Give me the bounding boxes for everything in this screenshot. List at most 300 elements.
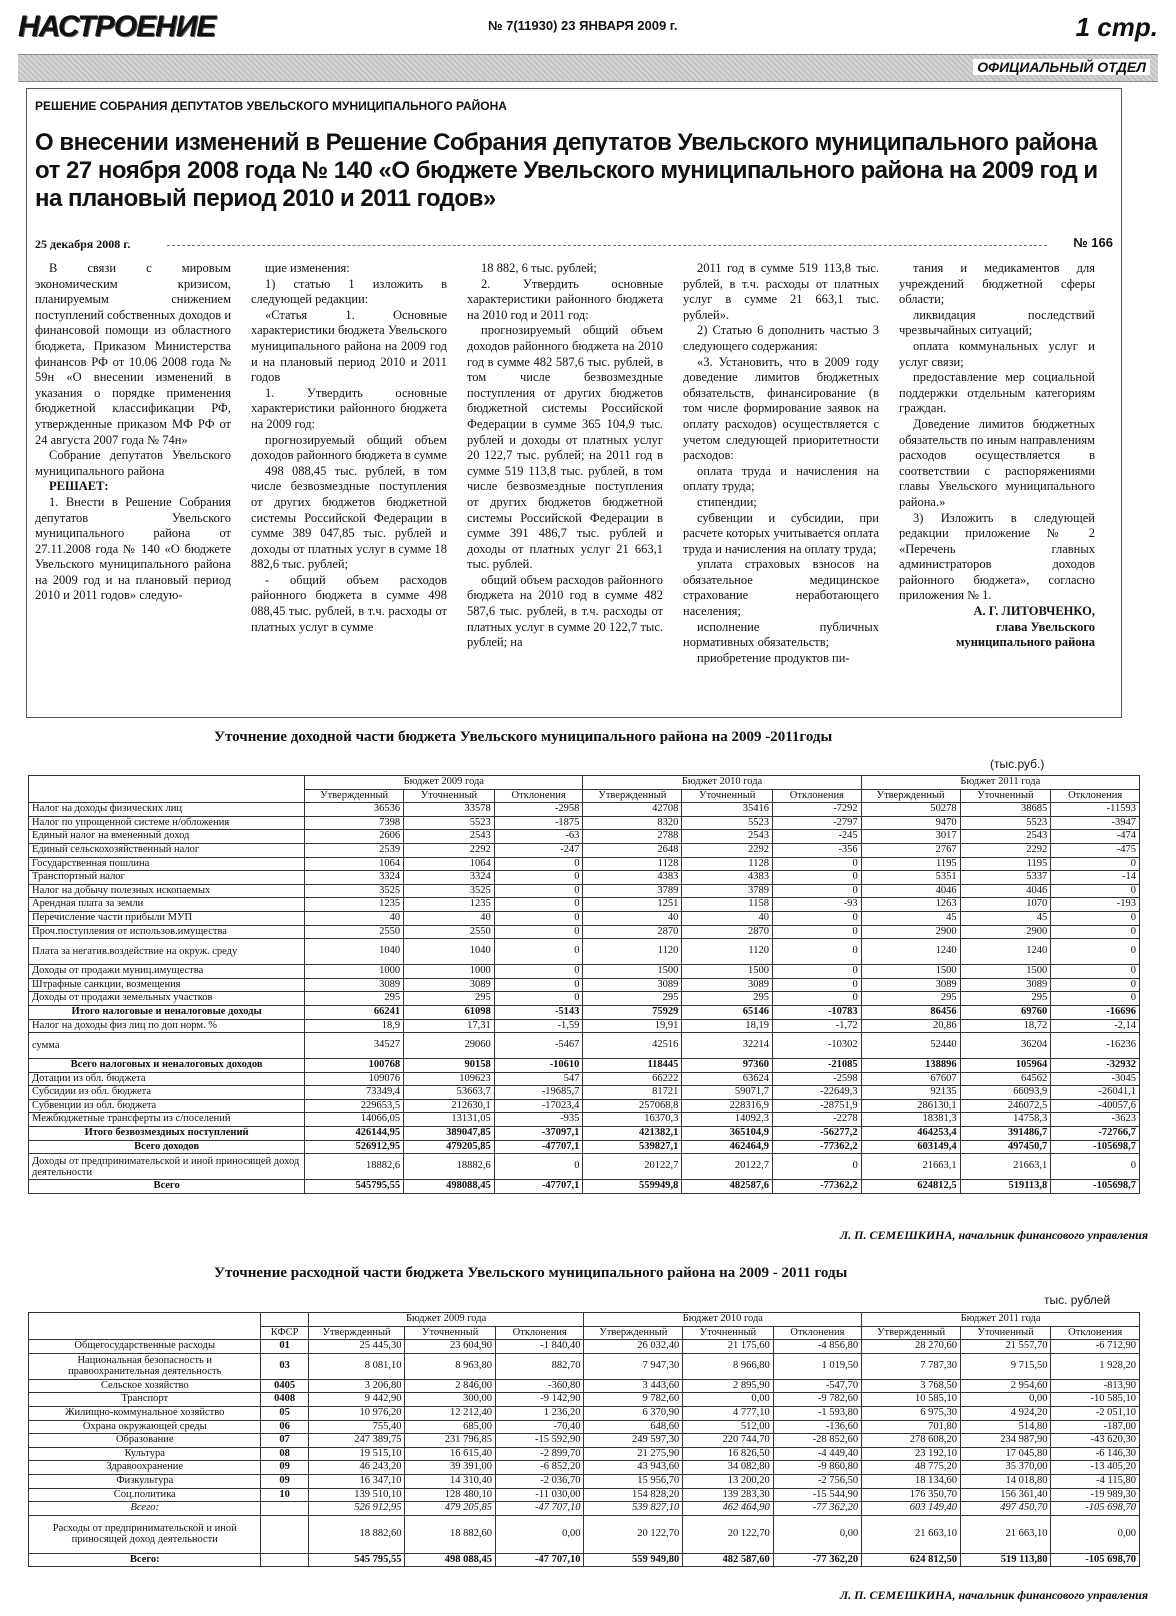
row-label: Соц.политика: [29, 1488, 261, 1502]
row-label: Перечисление части прибыли МУП: [29, 911, 305, 925]
kfsr-code: 06: [261, 1420, 308, 1434]
cell-value: 2550: [404, 925, 495, 939]
cell-value: 0: [494, 925, 583, 939]
cell-value: 4383: [682, 871, 773, 885]
table-row: [29, 1140, 1140, 1154]
cell-value: 0: [1051, 884, 1140, 898]
paragraph: 2011 год в сумме 519 113,8 тыс. рублей, в т.ч. расходы от платных услуг в сумме 21 663,1 тыс. рублей».: [683, 261, 879, 322]
cell-value: 0: [773, 911, 862, 925]
cell-value: 21 175,60: [683, 1340, 774, 1354]
cell-value: 3089: [404, 978, 495, 992]
article-column: [899, 261, 1095, 651]
cell-value: 5351: [861, 871, 960, 885]
cell-value: 300,00: [405, 1393, 496, 1407]
cell-value: 603149,4: [861, 1140, 960, 1154]
cell-value: 36204: [960, 1033, 1051, 1059]
cell-value: 40: [682, 911, 773, 925]
paragraph: - общий объем расходов районного бюджета в сумме 498 088,45 тыс. рублей, в т.ч. расходы от платных услуг в сумме: [251, 572, 447, 634]
row-label: Культура: [29, 1447, 261, 1461]
cell-value: -19685,7: [494, 1086, 583, 1100]
cell-value: 1040: [404, 939, 495, 965]
paragraph: Доведение лимитов бюджетных обязательств по иным направлениям расходов осуществляется в соответствии с распоряжениями главы Увельского муниципального района.»: [899, 416, 1095, 509]
cell-value: 14 310,40: [405, 1474, 496, 1488]
year-header: Бюджет 2011 года: [861, 776, 1139, 790]
row-label: Общегосударственные расходы: [29, 1340, 261, 1354]
cell-value: 14758,3: [960, 1113, 1051, 1127]
cell-value: 16 826,50: [683, 1447, 774, 1461]
cell-value: 482587,6: [682, 1180, 773, 1194]
cell-value: -2 051,10: [1051, 1406, 1140, 1420]
sub-header: Уточненный: [960, 1326, 1051, 1340]
row-label: Образование: [29, 1434, 261, 1448]
kfsr-code: 07: [261, 1434, 308, 1448]
table-row: [29, 925, 1140, 939]
cell-value: 18,19: [682, 1019, 773, 1033]
cell-value: 1128: [682, 857, 773, 871]
row-label: Доходы от продажи муниц.имущества: [29, 965, 305, 979]
income-unit: (тыс.руб.): [990, 757, 1045, 771]
cell-value: 138896: [861, 1059, 960, 1073]
cell-value: 0,00: [773, 1515, 861, 1553]
cell-value: 0: [494, 884, 583, 898]
cell-value: -10302: [773, 1033, 862, 1059]
cell-value: 365104,9: [682, 1127, 773, 1141]
cell-value: 21 663,10: [862, 1515, 961, 1553]
sub-header: Уточненный: [683, 1326, 774, 1340]
cell-value: 498088,45: [404, 1180, 495, 1194]
cell-value: 20 122,70: [584, 1515, 683, 1553]
cell-value: 559 949,80: [584, 1553, 683, 1567]
kfsr-code: 10: [261, 1488, 308, 1502]
table-row: [29, 816, 1140, 830]
cell-value: 59071,7: [682, 1086, 773, 1100]
cell-value: 8 966,80: [683, 1353, 774, 1379]
paragraph: В связи с мировым экономическим кризисом, планируемым снижением поступлений собственных доходов и финансовой помощи из областного бюджета, Приказом Министерства финансов РФ от 10.06 2008 года № 59н «О внесении изменений в указания о порядке применения бюджетной классификации РФ, утвержденные приказом МФ РФ от 24 августа 2007 года № 74н»: [35, 261, 232, 447]
cell-value: 0: [773, 992, 862, 1006]
cell-value: -47 707,10: [495, 1502, 583, 1516]
paragraph: «3. Установить, что в 2009 году доведение лимитов бюджетных обязательств, финансирование (в том числе формирование заявок на оплату расходов) осуществляется с учетом следующей приоритетности расходов:: [683, 354, 879, 463]
cell-value: 48 775,20: [862, 1461, 961, 1475]
paragraph: субвенции и субсидии, при расчете которых учитывается оплата труда и начисления на оплату труда;: [683, 510, 879, 556]
header-row-years: [29, 776, 1140, 790]
cell-value: 648,60: [584, 1420, 683, 1434]
cell-value: 20 122,70: [683, 1515, 774, 1553]
cell-value: 545 795,55: [308, 1553, 405, 1567]
sub-header: Утвержденный: [861, 789, 960, 803]
cell-value: 63624: [682, 1072, 773, 1086]
table-row: [29, 1005, 1140, 1019]
row-label: Штрафные санкции, возмещения: [29, 978, 305, 992]
cell-value: -19 989,30: [1051, 1488, 1140, 1502]
table-row: [29, 1059, 1140, 1073]
cell-value: 755,40: [308, 1420, 405, 1434]
kfsr-code: 05: [261, 1406, 308, 1420]
cell-value: 7 947,30: [584, 1353, 683, 1379]
cell-value: 19,91: [583, 1019, 682, 1033]
cell-value: 73349,4: [305, 1086, 404, 1100]
paragraph: 498 088,45 тыс. рублей, в том числе безвозмездные поступления от других бюджетов бюджетной системы Российской Федерации в сумме 389 047,85 тыс. рублей и доходы от платных услуг в сумме 18 882,6 тыс. рублей;: [251, 463, 447, 572]
cell-value: 43 943,60: [584, 1461, 683, 1475]
row-label: Плата за негатив.воздействие на окруж. среду: [29, 939, 305, 965]
table-row: [29, 1113, 1140, 1127]
cell-value: 0: [1051, 978, 1140, 992]
cell-value: 16 615,40: [405, 1447, 496, 1461]
article-column: [251, 261, 447, 635]
cell-value: 5523: [404, 816, 495, 830]
sub-header: Отклонения: [773, 789, 862, 803]
cell-value: 0: [494, 978, 583, 992]
cell-value: 1500: [682, 965, 773, 979]
cell-value: 2543: [404, 830, 495, 844]
row-label: Налог на доходы физических лиц: [29, 803, 305, 817]
table-row: [29, 1127, 1140, 1141]
cell-value: 15 956,70: [584, 1474, 683, 1488]
article-column: [35, 261, 231, 604]
cell-value: -16236: [1051, 1033, 1140, 1059]
cell-value: 2 954,60: [960, 1379, 1051, 1393]
cell-value: 246072,5: [960, 1099, 1051, 1113]
masthead: [18, 10, 1158, 50]
year-header: Бюджет 2010 года: [584, 1313, 862, 1327]
cell-value: 257068,8: [583, 1099, 682, 1113]
table-row: [29, 1180, 1140, 1194]
cell-value: 498 088,45: [405, 1553, 496, 1567]
year-header: Бюджет 2009 года: [308, 1313, 584, 1327]
cell-value: 19 515,10: [308, 1447, 405, 1461]
kfsr-code: 0405: [261, 1379, 308, 1393]
cell-value: 16 347,10: [308, 1474, 405, 1488]
paragraph: уплата страховых взносов на обязательное медицинское страхование неработающего населения;: [683, 557, 879, 619]
cell-value: 13131,05: [404, 1113, 495, 1127]
table-row: [29, 1474, 1140, 1488]
section-label: ОФИЦИАЛЬНЫЙ ОТДЕЛ: [973, 59, 1150, 75]
cell-value: 0: [773, 965, 862, 979]
cell-value: 2292: [960, 843, 1051, 857]
row-label: Субвенции из обл. бюджета: [29, 1099, 305, 1113]
cell-value: -40057,6: [1051, 1099, 1140, 1113]
cell-value: 1128: [583, 857, 682, 871]
cell-value: -70,40: [495, 1420, 583, 1434]
kfsr-code: [261, 1553, 308, 1567]
sub-header: Уточненный: [405, 1326, 496, 1340]
table-row: [29, 965, 1140, 979]
cell-value: 4 777,10: [683, 1406, 774, 1420]
row-label: Единый сельскохозяйственный налог: [29, 843, 305, 857]
cell-value: 33578: [404, 803, 495, 817]
cell-value: 1070: [960, 898, 1051, 912]
cell-value: 90158: [404, 1059, 495, 1073]
paragraph: «Статья 1. Основные характеристики бюджета Увельского муниципального района на 2009 год и на плановый период 2010 и 2011 годов: [251, 307, 447, 385]
cell-value: 2292: [682, 843, 773, 857]
cell-value: -47 707,10: [495, 1553, 583, 1567]
cell-value: 5523: [960, 816, 1051, 830]
decision-article: [26, 88, 1122, 718]
cell-value: 545795,55: [305, 1180, 404, 1194]
cell-value: 286130,1: [861, 1099, 960, 1113]
cell-value: 391486,7: [960, 1127, 1051, 1141]
cell-value: -10610: [494, 1059, 583, 1073]
cell-value: 2900: [960, 925, 1051, 939]
cell-value: 1240: [960, 939, 1051, 965]
cell-value: 1000: [404, 965, 495, 979]
row-label: Всего налоговых и неналоговых доходов: [29, 1059, 305, 1073]
cell-value: 278 608,20: [862, 1434, 961, 1448]
cell-value: 519 113,80: [960, 1553, 1051, 1567]
cell-value: 18,9: [305, 1019, 404, 1033]
sub-header: Отклонения: [495, 1326, 583, 1340]
row-label: Итого налоговые и неналоговые доходы: [29, 1005, 305, 1019]
cell-value: 624 812,50: [862, 1553, 961, 1567]
cell-value: 20122,7: [682, 1154, 773, 1180]
kfsr-code: [261, 1515, 308, 1553]
cell-value: 547: [494, 1072, 583, 1086]
row-label: Здравоохранение: [29, 1461, 261, 1475]
sub-header: Отклонения: [1051, 789, 1140, 803]
cell-value: 86456: [861, 1005, 960, 1019]
cell-value: 295: [960, 992, 1051, 1006]
cell-value: -105698,7: [1051, 1140, 1140, 1154]
row-label: Доходы от предпринимательской и иной приносящей доход деятельности: [29, 1154, 305, 1180]
cell-value: 9 442,90: [308, 1393, 405, 1407]
cell-value: 0,00: [960, 1393, 1051, 1407]
cell-value: 2900: [861, 925, 960, 939]
cell-value: 3525: [305, 884, 404, 898]
cell-value: 40: [583, 911, 682, 925]
cell-value: 7 787,30: [862, 1353, 961, 1379]
cell-value: 1500: [583, 965, 682, 979]
cell-value: 18882,6: [305, 1154, 404, 1180]
cell-value: 40: [305, 911, 404, 925]
cell-value: -2958: [494, 803, 583, 817]
cell-value: 295: [583, 992, 682, 1006]
table-row: [29, 911, 1140, 925]
cell-value: -37097,1: [494, 1127, 583, 1141]
cell-value: -547,70: [773, 1379, 861, 1393]
cell-value: 539 827,10: [584, 1502, 683, 1516]
cell-value: 0: [773, 939, 862, 965]
cell-value: 45: [861, 911, 960, 925]
income-table-title: Уточнение доходной части бюджета Увельского муниципального района на 2009 -2011годы: [214, 729, 833, 745]
cell-value: 1064: [305, 857, 404, 871]
cell-value: -187,00: [1051, 1420, 1140, 1434]
paragraph: стипендии;: [697, 494, 757, 509]
cell-value: 28 270,60: [862, 1340, 961, 1354]
cell-value: -11 030,00: [495, 1488, 583, 1502]
cell-value: -136,60: [773, 1420, 861, 1434]
income-signature: Л. П. СЕМЕШКИНА, начальник финансового управления: [839, 1228, 1148, 1242]
cell-value: 4046: [861, 884, 960, 898]
cell-value: -47707,1: [494, 1140, 583, 1154]
cell-value: 295: [682, 992, 773, 1006]
cell-value: 35416: [682, 803, 773, 817]
row-label: Расходы от предпринимательской и иной приносящей доход деятельности: [29, 1515, 261, 1553]
cell-value: 154 828,20: [584, 1488, 683, 1502]
cell-value: -247: [494, 843, 583, 857]
date-rule: [167, 245, 1047, 246]
cell-value: -10783: [773, 1005, 862, 1019]
cell-value: -2 036,70: [495, 1474, 583, 1488]
cell-value: 100768: [305, 1059, 404, 1073]
income-table: [28, 775, 1140, 1194]
cell-value: 29060: [404, 1033, 495, 1059]
row-label: Субсидии из обл. бюджета: [29, 1086, 305, 1100]
table-row: [29, 1033, 1140, 1059]
cell-value: 3789: [682, 884, 773, 898]
table-row: [29, 898, 1140, 912]
cell-value: 66222: [583, 1072, 682, 1086]
article-columns: [35, 261, 1115, 711]
cell-value: 295: [305, 992, 404, 1006]
sub-header: Отклонения: [773, 1326, 861, 1340]
cell-value: 1064: [404, 857, 495, 871]
cell-value: 18 134,60: [862, 1474, 961, 1488]
row-label: Дотации из обл. бюджета: [29, 1072, 305, 1086]
kfsr-code: 08: [261, 1447, 308, 1461]
row-label: Арендная плата за земли: [29, 898, 305, 912]
cell-value: 39 391,00: [405, 1461, 496, 1475]
cell-value: 10 976,20: [308, 1406, 405, 1420]
table-row: [29, 843, 1140, 857]
table-row: [29, 1406, 1140, 1420]
table-row: [29, 803, 1140, 817]
expense-table: [28, 1312, 1140, 1567]
cell-value: -77 362,20: [773, 1553, 861, 1567]
cell-value: 1235: [305, 898, 404, 912]
row-label: Налог на добычу полезных ископаемых: [29, 884, 305, 898]
cell-value: 2543: [682, 830, 773, 844]
cell-value: 109623: [404, 1072, 495, 1086]
row-label: Итого безвозмездных поступлений: [29, 1127, 305, 1141]
table-row: [29, 1086, 1140, 1100]
cell-value: 0: [773, 871, 862, 885]
article-column: [467, 261, 663, 651]
cell-value: 23 604,90: [405, 1340, 496, 1354]
cell-value: -10 585,10: [1051, 1393, 1140, 1407]
cell-value: 624812,5: [861, 1180, 960, 1194]
paragraph: щие изменения:: [265, 261, 350, 275]
cell-value: 1195: [861, 857, 960, 871]
cell-value: 176 350,70: [862, 1488, 961, 1502]
cell-value: 0: [494, 911, 583, 925]
cell-value: 8 963,80: [405, 1353, 496, 1379]
cell-value: 0: [773, 1154, 862, 1180]
cell-value: -17023,4: [494, 1099, 583, 1113]
expense-signature: Л. П. СЕМЕШКИНА, начальник финансового управления: [839, 1588, 1148, 1602]
cell-value: 18,72: [960, 1019, 1051, 1033]
cell-value: 0: [773, 857, 862, 871]
cell-value: -105698,7: [1051, 1180, 1140, 1194]
cell-value: 1 928,20: [1051, 1353, 1140, 1379]
cell-value: 5523: [682, 816, 773, 830]
cell-value: 389047,85: [404, 1127, 495, 1141]
cell-value: 231 796,85: [405, 1434, 496, 1448]
year-header: Бюджет 2011 года: [862, 1313, 1140, 1327]
cell-value: 1240: [861, 939, 960, 965]
cell-value: 603 149,40: [862, 1502, 961, 1516]
cell-value: 0: [494, 857, 583, 871]
cell-value: 0: [1051, 857, 1140, 871]
expense-unit: тыс. рублей: [1044, 1293, 1111, 1307]
cell-value: 3525: [404, 884, 495, 898]
paragraph: 1. Внести в Решение Собрания депутатов Увельского муниципального района от 27.11.2008 года № 140 «О бюджете Увельского муниципального района на 2009 год и на плановый период 2010 и 2011 годов» следую-: [35, 494, 231, 603]
cell-value: 45: [960, 911, 1051, 925]
cell-value: 3089: [861, 978, 960, 992]
cell-value: 36536: [305, 803, 404, 817]
paragraph: Собрание депутатов Увельского муниципального района: [35, 448, 231, 478]
cell-value: -77 362,20: [773, 1502, 861, 1516]
cell-value: 25 445,30: [308, 1340, 405, 1354]
cell-value: 0: [1051, 939, 1140, 965]
cell-value: 13 200,20: [683, 1474, 774, 1488]
row-label: Всего доходов: [29, 1140, 305, 1154]
cell-value: -2 756,50: [773, 1474, 861, 1488]
cell-value: 1 236,20: [495, 1406, 583, 1420]
cell-value: -3623: [1051, 1113, 1140, 1127]
cell-value: -1,72: [773, 1019, 862, 1033]
cell-value: -77362,2: [773, 1140, 862, 1154]
table-row: [29, 1461, 1140, 1475]
row-label: Налог на доходы физ лиц по доп норм. %: [29, 1019, 305, 1033]
paragraph: ликвидация последствий чрезвычайных ситуаций;: [899, 307, 1095, 338]
cell-value: 497450,7: [960, 1140, 1051, 1154]
cell-value: 156 361,40: [960, 1488, 1051, 1502]
cell-value: -2797: [773, 816, 862, 830]
cell-value: 2788: [583, 830, 682, 844]
cell-value: 1120: [682, 939, 773, 965]
cell-value: 9470: [861, 816, 960, 830]
cell-value: 1158: [682, 898, 773, 912]
cell-value: -63: [494, 830, 583, 844]
sub-header: Утвержденный: [305, 789, 404, 803]
cell-value: 21663,1: [960, 1154, 1051, 1180]
cell-value: 229653,5: [305, 1099, 404, 1113]
cell-value: 18 882,60: [308, 1515, 405, 1553]
cell-value: 1120: [583, 939, 682, 965]
cell-value: 0: [494, 939, 583, 965]
article-date: 25 декабря 2008 г.: [35, 237, 131, 251]
cell-value: 18882,6: [404, 1154, 495, 1180]
year-header: Бюджет 2010 года: [583, 776, 861, 790]
page-number: 1 стр.: [1075, 12, 1158, 42]
row-label: Государственная пошлина: [29, 857, 305, 871]
cell-value: -935: [494, 1113, 583, 1127]
cell-value: 882,70: [495, 1353, 583, 1379]
cell-value: 32214: [682, 1033, 773, 1059]
cell-value: 295: [861, 992, 960, 1006]
sub-header: Утвержденный: [862, 1326, 961, 1340]
cell-value: -22649,3: [773, 1086, 862, 1100]
table-row: [29, 978, 1140, 992]
table-row: [29, 1553, 1140, 1567]
row-label: Транспортный налог: [29, 871, 305, 885]
cell-value: 118445: [583, 1059, 682, 1073]
section-band: [18, 54, 1158, 82]
cell-value: 46 243,20: [308, 1461, 405, 1475]
cell-value: -475: [1051, 843, 1140, 857]
cell-value: 26 032,40: [584, 1340, 683, 1354]
cell-value: 685,00: [405, 1420, 496, 1434]
cell-value: 128 480,10: [405, 1488, 496, 1502]
cell-value: -1875: [494, 816, 583, 830]
cell-value: -2598: [773, 1072, 862, 1086]
cell-value: 1000: [305, 965, 404, 979]
cell-value: 0: [1051, 925, 1140, 939]
sub-header: Утвержденный: [583, 789, 682, 803]
cell-value: 4383: [583, 871, 682, 885]
cell-value: 18381,3: [861, 1113, 960, 1127]
table-row: [29, 857, 1140, 871]
row-label: Сельское хозяйство: [29, 1379, 261, 1393]
